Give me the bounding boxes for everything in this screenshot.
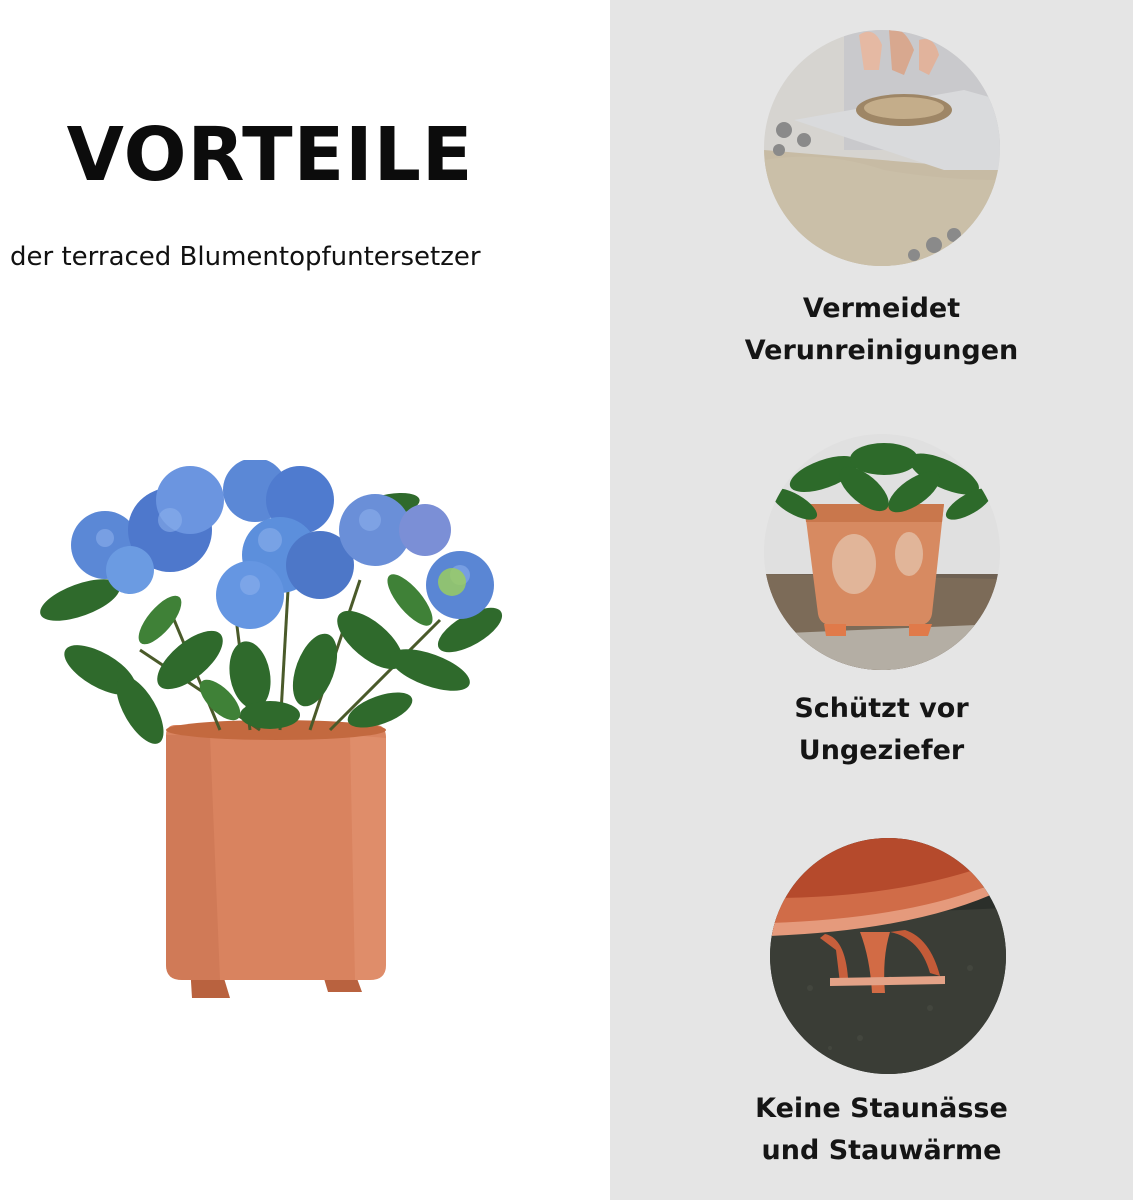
feature-no-waterlogging [610,800,1133,1200]
feature-no-dirt [610,0,1133,400]
right-panel [610,0,1133,1200]
page-subtitle: der terraced Blumentopfuntersetzer [10,242,481,272]
feature-no-waterlogging-caption: Keine Staunässe und Stauwärme [755,1093,1008,1166]
page-title: VORTEILE [66,112,474,198]
dirty-floor-photo [764,30,1000,266]
feature-pest-protection [610,400,1133,800]
potted-hydrangea-image [20,460,510,1005]
pot-foot-closeup-photo [770,838,1006,1074]
pot-on-feet-photo [764,434,1000,670]
feature-no-dirt-caption: Vermeidet Verunreinigungen [744,293,1019,366]
feature-pest-protection-caption: Schützt vor Ungeziefer [794,693,969,766]
